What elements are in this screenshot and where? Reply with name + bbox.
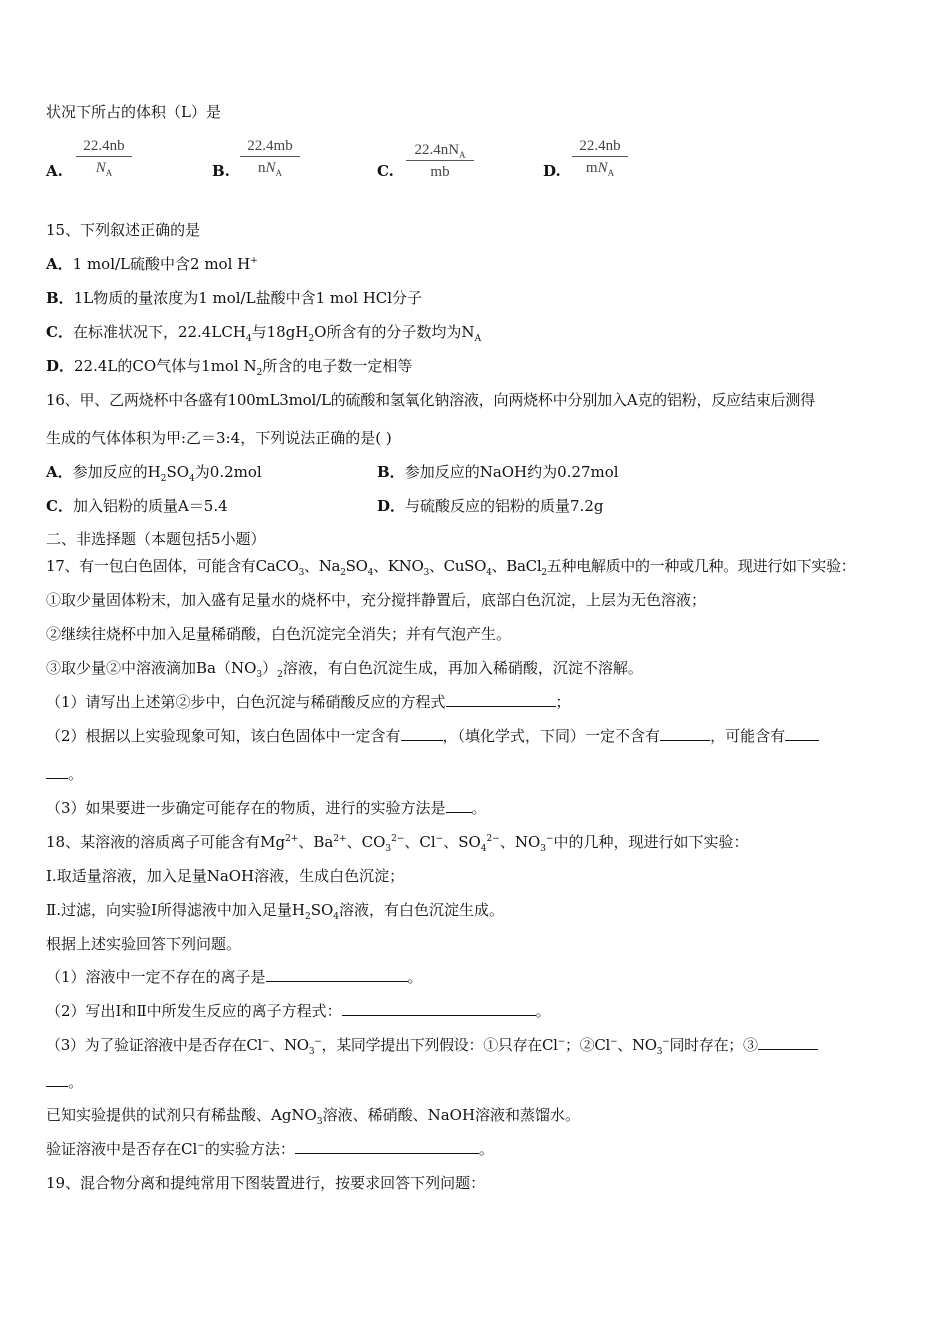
- answer-blank[interactable]: [446, 798, 472, 813]
- q17-stem: 17、有一包白色固体，可能含有CaCO$_3$、$Na_2SO_4$、$KNO_3$、CuSO$_4$、BaCl$_2$五种电解质中的一种或几种。现进行如下实验：: [46, 557, 856, 578]
- section-heading: 二、非选择题（本题包括5小题）: [46, 530, 266, 548]
- q17-sub2-continued: 。: [46, 764, 83, 784]
- answer-blank[interactable]: [342, 1001, 536, 1016]
- q18-sub2: （2）写出Ⅰ和Ⅱ中所发生反应的离子方程式： 。: [46, 1002, 551, 1020]
- q15-option-d: D．22.4L的CO气体与1mol $N_2$所含的电子数一定相等: [46, 357, 413, 378]
- answer-blank[interactable]: [660, 726, 710, 741]
- q17-sub1: （1）请写出上述第②步中，白色沉淀与稀硝酸反应的方程式 ；: [46, 693, 571, 711]
- answer-blank[interactable]: [295, 1139, 479, 1154]
- q18-experiment2: Ⅱ.过滤，向实验Ⅰ所得滤液中加入足量$H_2SO_4$溶液，有白色沉淀生成。: [46, 901, 505, 922]
- q15-option-b: B．1L物质的量浓度为1 mol/L盐酸中含1 mol HCl分子: [46, 289, 423, 307]
- q14-option-d-label: D.: [543, 162, 561, 180]
- q16-stem-line1: 16、甲、乙两烧杯中各盛有100mL3mol/L的硫酸和氢氧化钠溶液，向两烧杯中分别加入A克的铝粉，反应结束后测得: [46, 391, 815, 409]
- intro-line: 状况下所占的体积（L）是: [46, 103, 221, 121]
- q14-option-b-label: B.: [212, 162, 230, 180]
- q15-option-a: A．1 mol/L硫酸中含2 mol H+: [46, 255, 258, 273]
- q14-option-c-label: C.: [377, 162, 394, 180]
- q14-option-a-fraction: $\frac{22.4nb}{N_A}$: [76, 136, 132, 179]
- answer-blank[interactable]: [785, 726, 819, 741]
- q16-option-a: A．参加反应的$H_2SO_4$为0.2mol: [46, 463, 262, 484]
- q17-sub2: （2）根据以上实验现象可知，该白色固体中一定含有 ，（填化学式，下同）一定不含有 ，可能含有: [46, 726, 819, 746]
- q18-reagents: 已知实验提供的试剂只有稀盐酸、AgNO$_3$溶液、稀硝酸、NaOH溶液和蒸馏水。: [46, 1106, 581, 1127]
- q18-sub3-continued: 。: [46, 1072, 83, 1092]
- answer-blank[interactable]: [46, 764, 68, 779]
- answer-blank[interactable]: [401, 726, 443, 741]
- q15-stem: 15、下列叙述正确的是: [46, 221, 201, 239]
- q14-option-a-label: A.: [46, 162, 63, 180]
- q16-option-c: C．加入铝粉的质量A＝5.4: [46, 497, 228, 515]
- q18-verify: 验证溶液中是否存在Cl−的实验方法： 。: [46, 1140, 494, 1158]
- q17-step2: ②继续往烧杯中加入足量稀硝酸，白色沉淀完全消失；并有气泡产生。: [46, 625, 512, 643]
- q16-stem-line2: 生成的气体体积为甲:乙＝3:4，下列说法正确的是( ): [46, 429, 392, 447]
- q15-option-c: C．在标准状况下，$22.4LCH_4$与$18gH_2O$所含有的分子数均为$N_A$: [46, 323, 482, 344]
- q17-sub3: （3）如果要进一步确定可能存在的物质，进行的实验方法是 。: [46, 799, 487, 817]
- q18-sub3: （3）为了验证溶液中是否存在Cl−、$NO_3^-$，某同学提出下列假设：①只存在Cl−；②Cl−、$NO_3^-$同时存在；③: [46, 1035, 818, 1055]
- q18-sub1: （1）溶液中一定不存在的离子是 。: [46, 968, 423, 986]
- q18-experiment1: Ⅰ.取适量溶液，加入足量NaOH溶液，生成白色沉淀；: [46, 867, 405, 885]
- answer-blank[interactable]: [758, 1035, 818, 1050]
- answer-blank[interactable]: [46, 1072, 68, 1087]
- q17-step3: ③取少量②中溶液滴加$Ba(NO_3)_2$溶液，有白色沉淀生成，再加入稀硝酸，沉淀不溶解。: [46, 659, 643, 680]
- q14-option-d-fraction: 22.4nb $mN_A$: [572, 136, 628, 179]
- q18-stem: 18、某溶液的溶质离子可能含有$Mg^{2+}$、$Ba^{2+}$、$CO_3^{2-}$、Cl−、$SO_4^{2-}$、$NO_3^-$中的几种，现进行如下实验：: [46, 833, 749, 854]
- q19-stem: 19、混合物分离和提纯常用下图装置进行，按要求回答下列问题：: [46, 1174, 486, 1192]
- q14-option-b-fraction: 22.4mb $nN_A$: [240, 136, 300, 179]
- q16-option-b: B．参加反应的NaOH约为0.27mol: [377, 463, 619, 481]
- answer-blank[interactable]: [266, 967, 408, 982]
- q14-option-c-fraction: $22.4nN_A$ mb: [406, 140, 474, 183]
- q16-option-d: D．与硫酸反应的铝粉的质量7.2g: [377, 497, 604, 515]
- q18-lead: 根据上述实验回答下列问题。: [46, 935, 242, 953]
- q17-step1: ①取少量固体粉末，加入盛有足量水的烧杯中，充分搅拌静置后，底部白色沉淀，上层为无色溶液；: [46, 591, 707, 609]
- answer-blank[interactable]: [446, 692, 556, 707]
